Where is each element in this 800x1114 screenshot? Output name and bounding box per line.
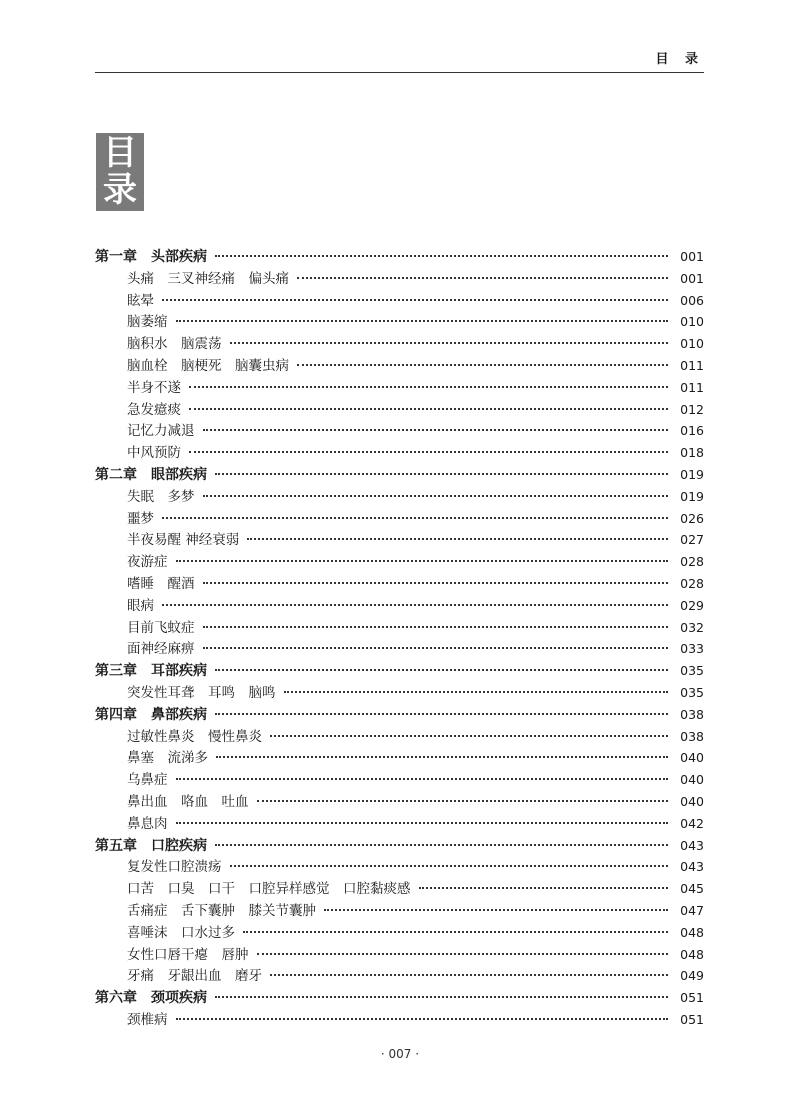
toc-section-entry[interactable] [95, 377, 704, 399]
toc-entry-page: 035 [680, 684, 704, 700]
toc-chapter-entry[interactable] [95, 704, 704, 726]
toc-entry-title: 乌鼻症 [127, 772, 168, 789]
dot-leader [176, 822, 669, 824]
dot-leader [203, 429, 669, 431]
dot-leader [257, 800, 669, 802]
toc-section-entry[interactable] [95, 442, 704, 464]
toc-entry-page: 018 [680, 445, 704, 461]
header-rule [95, 72, 704, 73]
toc-entry-page: 027 [680, 532, 704, 548]
title-glyph: 目 [103, 133, 137, 173]
toc-entry-title: 喜唾沫 口水过多 [127, 924, 235, 941]
toc-entry-page: 028 [680, 554, 704, 570]
toc-entry-title: 第一章 头部疾病 [95, 249, 207, 265]
toc-section-entry[interactable] [95, 311, 704, 333]
toc-section-entry[interactable] [95, 878, 704, 900]
toc-section-entry[interactable] [95, 747, 704, 769]
toc-entry-page: 038 [680, 728, 704, 744]
toc-entry-page: 040 [680, 750, 704, 766]
toc-entry-title: 夜游症 [127, 554, 168, 571]
dot-leader [324, 909, 668, 911]
dot-leader [176, 560, 669, 562]
dot-leader [230, 342, 669, 344]
dot-leader [176, 320, 669, 322]
toc-entry-title: 颈椎病 [127, 1011, 168, 1028]
toc-entry-title: 第三章 耳部疾病 [95, 663, 207, 680]
toc-entry-title: 半身不遂 [127, 379, 181, 396]
dot-leader [270, 974, 668, 976]
dot-leader [247, 538, 668, 540]
toc-entry-title: 急发癔痰 [127, 401, 181, 418]
dot-leader [203, 647, 669, 649]
toc-entry-page: 040 [680, 793, 704, 809]
toc-entry-title: 脑萎缩 [127, 314, 168, 331]
dot-leader [215, 844, 668, 846]
toc-section-entry[interactable] [95, 355, 704, 377]
toc-entry-page: 038 [680, 706, 704, 722]
toc-section-entry[interactable] [95, 769, 704, 791]
toc-entry-title: 半夜易醒 神经衰弱 [127, 532, 240, 549]
dot-leader [189, 386, 668, 388]
dot-leader [216, 756, 668, 758]
toc-chapter-entry[interactable] [95, 835, 704, 857]
toc-entry-page: 006 [680, 292, 704, 308]
dot-leader [215, 669, 668, 671]
toc-entry-page: 011 [680, 357, 704, 373]
toc-entry-title: 噩梦 [127, 510, 154, 527]
toc-entry-title: 眼病 [127, 597, 154, 614]
toc-section-entry[interactable] [95, 944, 704, 966]
toc-entry-title: 面神经麻痹 [127, 641, 195, 658]
toc-section-entry[interactable] [95, 922, 704, 944]
toc-entry-page: 029 [680, 597, 704, 613]
toc-entry-page: 051 [680, 1011, 704, 1027]
dot-leader [162, 299, 668, 301]
toc-entry-title: 复发性口腔溃疡 [127, 859, 222, 876]
toc-entry-title: 眩晕 [127, 292, 154, 309]
toc-entry-page: 051 [680, 990, 704, 1006]
toc-entry-title: 女性口唇干瘪 唇肿 [127, 946, 249, 963]
toc-entry-page: 043 [680, 837, 704, 853]
dot-leader [257, 953, 669, 955]
dot-leader [243, 931, 668, 933]
toc-entry-page: 047 [680, 902, 704, 918]
toc-entry-page: 049 [680, 968, 704, 984]
toc-section-entry[interactable] [95, 965, 704, 987]
toc-chapter-entry[interactable] [95, 246, 704, 268]
dot-leader [203, 495, 669, 497]
toc-section-entry[interactable] [95, 420, 704, 442]
toc-section-entry[interactable] [95, 399, 704, 421]
toc-section-entry[interactable] [95, 1009, 704, 1031]
dot-leader [215, 255, 668, 257]
contents-title-block [96, 133, 144, 211]
toc-entry-title: 第五章 口腔疾病 [95, 837, 207, 854]
toc-entry-title: 第二章 眼部疾病 [95, 466, 207, 483]
toc-entry-page: 028 [680, 575, 704, 591]
toc-entry-title: 脑血栓 脑梗死 脑囊虫病 [127, 357, 289, 374]
toc-section-entry[interactable] [95, 486, 704, 508]
toc-chapter-entry[interactable] [95, 660, 704, 682]
toc-section-entry[interactable] [95, 813, 704, 835]
page-number: · 007 · [380, 1047, 420, 1061]
toc-entry-page: 016 [680, 423, 704, 439]
toc-section-entry[interactable] [95, 573, 704, 595]
toc-entry-title: 鼻出血 咯血 吐血 [127, 793, 249, 810]
toc-entry-title: 鼻塞 流涕多 [127, 750, 208, 767]
toc-entry-page: 001 [680, 249, 704, 264]
toc-chapter-entry[interactable] [95, 987, 704, 1009]
dot-leader [176, 1018, 669, 1020]
toc-section-entry[interactable] [95, 595, 704, 617]
dot-leader [230, 865, 669, 867]
toc-entry-page: 035 [680, 663, 704, 679]
toc-entry-title: 过敏性鼻炎 慢性鼻炎 [127, 728, 262, 745]
dot-leader [203, 582, 669, 584]
toc-entry-title: 舌痛症 舌下囊肿 膝关节囊肿 [127, 902, 316, 919]
toc-entry-page: 033 [680, 641, 704, 657]
toc-entry-title: 口苦 口臭 口干 口腔异样感觉 口腔黏痰感 [127, 881, 411, 898]
toc-entry-title: 记忆力减退 [127, 423, 195, 440]
dot-leader [215, 473, 668, 475]
toc-section-entry[interactable] [95, 333, 704, 355]
toc-section-entry[interactable] [95, 682, 704, 704]
toc-entry-page: 043 [680, 859, 704, 875]
dot-leader [162, 604, 668, 606]
toc-section-entry[interactable] [95, 638, 704, 660]
toc-entry-page: 048 [680, 946, 704, 962]
toc-section-entry[interactable] [95, 900, 704, 922]
toc-entry-title: 牙痛 牙龈出血 磨牙 [127, 968, 262, 985]
toc-entry-page: 026 [680, 510, 704, 526]
toc-section-entry[interactable] [95, 617, 704, 639]
dot-leader [215, 996, 668, 998]
toc-entry-page: 019 [680, 466, 704, 482]
dot-leader [176, 778, 669, 780]
toc-entry-page: 010 [680, 336, 704, 352]
running-head: 目 录 [655, 52, 704, 67]
toc-entry-page: 010 [680, 314, 704, 330]
toc-entry-page: 011 [680, 379, 704, 395]
toc-section-entry[interactable] [95, 268, 704, 290]
dot-leader [419, 887, 669, 889]
toc-entry-page: 001 [680, 270, 704, 286]
toc-entry-page: 040 [680, 772, 704, 788]
toc-entry-title: 头痛 三叉神经痛 偏头痛 [127, 270, 289, 287]
dot-leader [297, 277, 668, 279]
toc-section-entry[interactable] [95, 508, 704, 530]
dot-leader [284, 691, 669, 693]
toc-entry-page: 032 [680, 619, 704, 635]
toc-section-entry[interactable] [95, 290, 704, 312]
toc-section-entry[interactable] [95, 726, 704, 748]
dot-leader [215, 713, 668, 715]
toc-chapter-entry[interactable] [95, 464, 704, 486]
toc-entry-title: 鼻息肉 [127, 815, 168, 832]
dot-leader [162, 517, 668, 519]
dot-leader [189, 451, 668, 453]
toc-entry-page: 045 [680, 881, 704, 897]
toc-section-entry[interactable] [95, 551, 704, 573]
toc-section-entry[interactable] [95, 529, 704, 551]
toc-entry-title: 突发性耳聋 耳鸣 脑鸣 [127, 684, 276, 701]
toc-entry-page: 012 [680, 401, 704, 417]
dot-leader [297, 364, 668, 366]
dot-leader [203, 626, 669, 628]
toc-section-entry[interactable] [95, 791, 704, 813]
toc-entry-title: 中风预防 [127, 445, 181, 462]
toc-entry-page: 048 [680, 924, 704, 940]
toc-entry-title: 第四章 鼻部疾病 [95, 706, 207, 723]
toc-entry-title: 第六章 颈项疾病 [95, 990, 207, 1007]
title-glyph: 录 [103, 170, 137, 210]
dot-leader [189, 408, 668, 410]
toc-entry-page: 042 [680, 815, 704, 831]
toc-entry-title: 嗜睡 醒酒 [127, 575, 195, 592]
toc-entry-title: 失眠 多梦 [127, 488, 195, 505]
toc-entry-title: 目前飞蚊症 [127, 619, 195, 636]
toc-entry-page: 019 [680, 488, 704, 504]
dot-leader [270, 735, 668, 737]
toc-section-entry[interactable] [95, 856, 704, 878]
table-of-contents [95, 246, 704, 1031]
toc-entry-title: 脑积水 脑震荡 [127, 336, 222, 353]
